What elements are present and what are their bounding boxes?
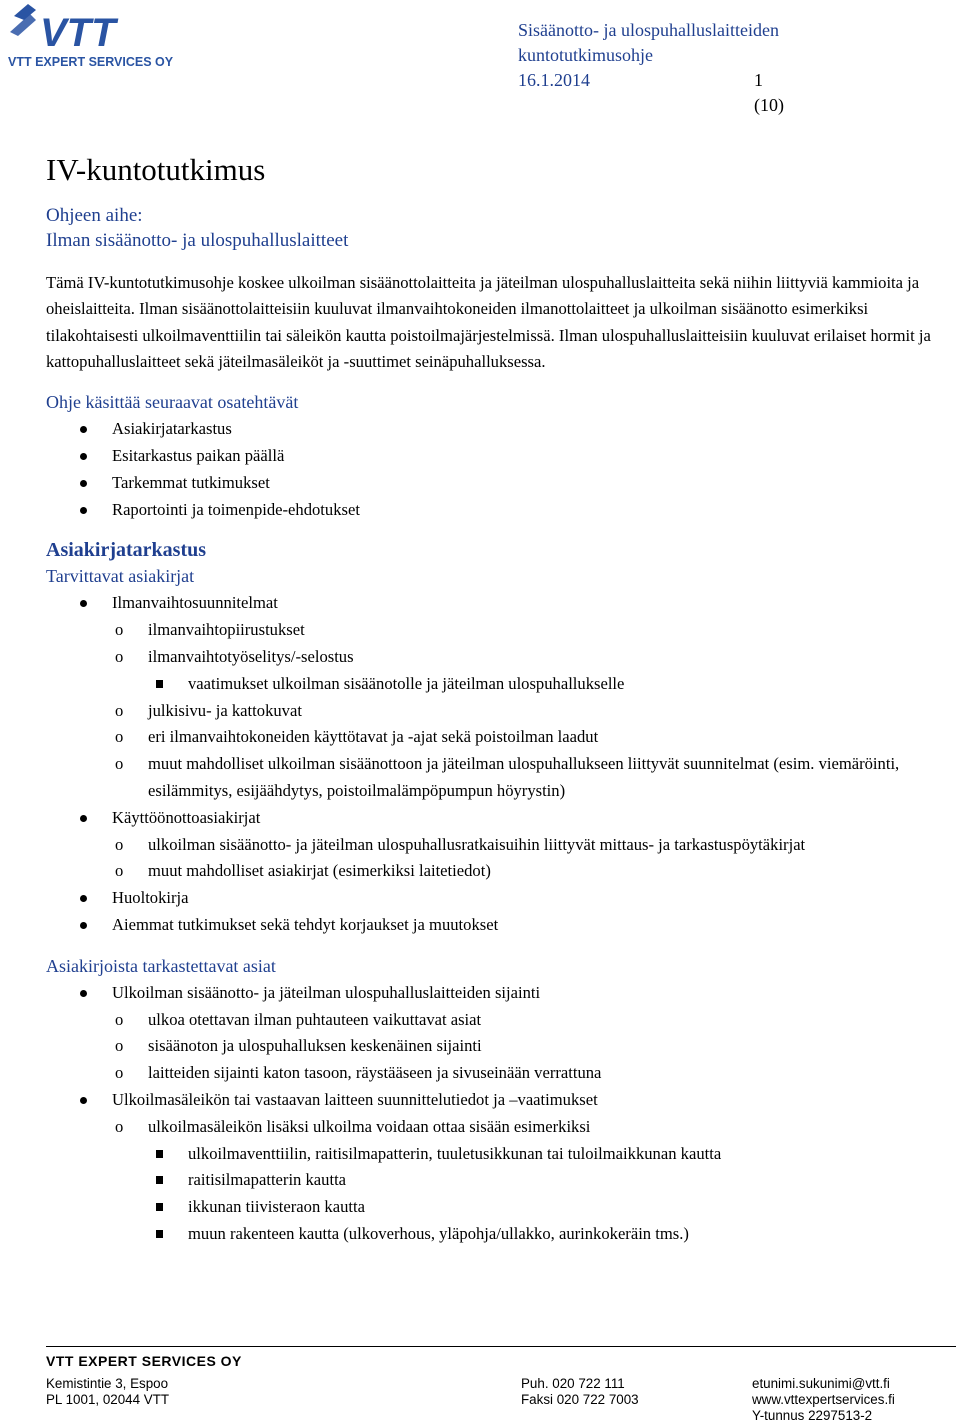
list-item-text: sisäänoton ja ulospuhalluksen keskenäinen sijainti xyxy=(148,1036,482,1056)
footer-divider xyxy=(46,1346,956,1347)
list-item xyxy=(46,1114,956,1141)
list-item xyxy=(46,443,956,470)
document-header xyxy=(518,18,784,115)
list-item xyxy=(46,1087,956,1114)
circle-bullet-icon: o xyxy=(115,1116,124,1136)
document-body xyxy=(46,148,956,1248)
list-item-text: ikkunan tiivisteraon kautta xyxy=(188,1197,365,1217)
list-item-text: muut mahdolliset asiakirjat (esimerkiksi laitetiedot) xyxy=(148,861,491,881)
header-title-line2: kuntotutkimusohje xyxy=(518,45,653,65)
circle-bullet-icon: o xyxy=(115,1009,124,1029)
bullet-icon xyxy=(80,895,87,902)
circle-bullet-icon: o xyxy=(115,646,124,666)
square-bullet-icon xyxy=(156,1203,163,1211)
header-page-number: 1 (10) xyxy=(754,70,784,115)
tasks-list xyxy=(46,416,956,523)
square-bullet-icon xyxy=(156,1230,163,1238)
list-item-text: muun rakenteen kautta (ulkoverhous, yläpohja/ullakko, aurinkokeräin tms.) xyxy=(188,1223,689,1243)
circle-bullet-icon: o xyxy=(115,861,124,881)
list-item xyxy=(46,1007,956,1034)
vtt-logo xyxy=(6,2,196,72)
circle-bullet-icon: o xyxy=(115,754,124,774)
list-item xyxy=(46,1221,956,1248)
list-item-text: eri ilmanvaihtokoneiden käyttötavat ja -ajat sekä poistoilman laadut xyxy=(148,727,599,747)
bullet-icon xyxy=(80,922,87,929)
list-item xyxy=(46,805,956,832)
list-item xyxy=(46,698,956,725)
circle-bullet-icon: o xyxy=(115,834,124,854)
list-item-text: Aiemmat tutkimukset sekä tehdyt korjaukset ja muutokset xyxy=(112,914,499,934)
topic-label: Ohjeen aihe: xyxy=(46,205,143,226)
header-title-line1: Sisäänotto- ja ulospuhalluslaitteiden xyxy=(518,20,779,40)
square-bullet-icon xyxy=(156,680,163,688)
list-item-text: Käyttöönottoasiakirjat xyxy=(112,807,261,827)
footer-email: etunimi.sukunimi@vtt.fi xyxy=(752,1376,890,1391)
circle-bullet-icon: o xyxy=(115,700,124,720)
footer-phone: Puh. 020 722 111 xyxy=(521,1376,625,1391)
list-item xyxy=(46,832,956,859)
footer-web xyxy=(752,1376,895,1424)
footer-address-line1: Kemistintie 3, Espoo xyxy=(46,1376,169,1391)
footer-fax: Faksi 020 722 7003 xyxy=(521,1392,639,1407)
list-item xyxy=(46,671,956,698)
list-item xyxy=(46,617,956,644)
circle-bullet-icon: o xyxy=(115,1063,124,1083)
bullet-icon xyxy=(80,815,87,822)
circle-bullet-icon: o xyxy=(115,727,124,747)
tasks-heading: Ohje käsittää seuraavat osatehtävät xyxy=(46,392,299,413)
list-item xyxy=(46,912,956,939)
list-item xyxy=(46,724,956,751)
list-item xyxy=(46,1060,956,1087)
list-item xyxy=(46,644,956,671)
document-footer xyxy=(46,1346,956,1423)
intro-paragraph: Tämä IV-kuntotutkimusohje koskee ulkoilman sisäänottolaitteita ja jäteilman ulospuhalluslaitteita sekä niihin liittyviä kammioita ja oheislaitteita. Ilman sisäänottolaitteisiin kuuluvat ilmanvaihtokoneiden ilmanottolaitteet ja ulkoilman sisäänotto esimerkiksi tilakohtaisesti ulkoilmaventtiilin tai säleikön kautta poistoilmajärjestelmissä. Ilman ulospuhalluslaitteisiin kuuluvat erilaiset hormit ja kattopuhalluslaitteet sekä jäteilmasäleiköt ja -suuttimet seinäpuhalluksessa. xyxy=(46,273,931,371)
list-item-text: raitisilmapatterin kautta xyxy=(188,1170,347,1190)
vtt-logo-graphic xyxy=(6,2,196,72)
list-item-text: ulkoilman sisäänotto- ja jäteilman ulospuhallusratkaisuihin liittyvät mittaus- ja tarkastuspöytäkirjat xyxy=(148,834,806,854)
footer-company: VTT EXPERT SERVICES OY xyxy=(46,1353,242,1369)
vtt-logo-brand: VTT xyxy=(40,11,116,55)
list-item xyxy=(46,497,956,524)
list-item-text: Esitarkastus paikan päällä xyxy=(112,445,285,465)
bullet-icon xyxy=(80,507,87,514)
header-date: 16.1.2014 xyxy=(518,70,590,90)
bullet-icon xyxy=(80,453,87,460)
items-to-check-list xyxy=(46,980,956,1248)
list-item-text: ulkoilmaventtiilin, raitisilmapatterin, tuuletusikkunan tai tuloilmaikkunan kautta xyxy=(188,1143,722,1163)
list-item xyxy=(46,751,956,805)
list-item xyxy=(46,1167,956,1194)
list-item-text: Raportointi ja toimenpide-ehdotukset xyxy=(112,499,360,519)
circle-bullet-icon: o xyxy=(115,620,124,640)
list-item xyxy=(46,416,956,443)
list-item-text: ulkoa otettavan ilman puhtauteen vaikuttavat asiat xyxy=(148,1009,482,1029)
list-item xyxy=(46,1033,956,1060)
footer-website: www.vttexpertservices.fi xyxy=(752,1392,895,1407)
list-item-text: ulkoilmasäleikön lisäksi ulkoilma voidaan ottaa sisään esimerkiksi xyxy=(148,1116,591,1136)
bullet-icon xyxy=(80,426,87,433)
document-title: IV-kuntotutkimus xyxy=(46,152,266,187)
footer-business-id: Y-tunnus 2297513-2 xyxy=(752,1408,873,1423)
square-bullet-icon xyxy=(156,1150,163,1158)
bullet-icon xyxy=(80,480,87,487)
bullet-icon xyxy=(80,1097,87,1104)
square-bullet-icon xyxy=(156,1176,163,1184)
list-item-text: ilmanvaihtotyöselitys/-selostus xyxy=(148,646,354,666)
list-item-text: Ilmanvaihtosuunnitelmat xyxy=(112,593,278,613)
list-item-text: muut mahdolliset ulkoilman sisäänottoon ja jäteilman ulospuhallukseen liittyvät suunnitelmat (esim. viemäröinti, esilämmitys, esijäähdytys, poistoilmalämpöpumpun höyrystin) xyxy=(148,754,900,800)
list-item-text: Tarkemmat tutkimukset xyxy=(112,472,270,492)
footer-address xyxy=(46,1376,169,1408)
section-subtitle: Asiakirjoista tarkastettavat asiat xyxy=(46,955,276,976)
topic: Ilman sisäänotto- ja ulospuhalluslaitteet xyxy=(46,230,349,251)
section-title: Asiakirjatarkastus xyxy=(46,539,207,562)
list-item xyxy=(46,470,956,497)
vtt-logo-company: VTT EXPERT SERVICES OY xyxy=(8,55,174,69)
list-item xyxy=(46,590,956,617)
list-item-text: Huoltokirja xyxy=(112,888,189,908)
required-documents-list xyxy=(46,590,956,938)
bullet-icon xyxy=(80,600,87,607)
list-item-text: vaatimukset ulkoilman sisäänotolle ja jäteilman ulospuhallukselle xyxy=(188,673,625,693)
section-subtitle: Tarvittavat asiakirjat xyxy=(46,566,195,587)
list-item-text: Ulkoilmasäleikön tai vastaavan laitteen suunnittelutiedot ja –vaatimukset xyxy=(112,1089,598,1109)
list-item-text: laitteiden sijainti katon tasoon, räystääseen ja sivuseinään verrattuna xyxy=(148,1063,602,1083)
list-item-text: Asiakirjatarkastus xyxy=(112,419,232,439)
list-item xyxy=(46,1194,956,1221)
list-item xyxy=(46,1141,956,1168)
list-item xyxy=(46,980,956,1007)
bullet-icon xyxy=(80,990,87,997)
footer-contact xyxy=(521,1376,639,1408)
list-item xyxy=(46,885,956,912)
list-item-text: Ulkoilman sisäänotto- ja jäteilman ulospuhalluslaitteiden sijainti xyxy=(112,982,541,1002)
list-item-text: julkisivu- ja kattokuvat xyxy=(148,700,302,720)
footer-address-line2: PL 1001, 02044 VTT xyxy=(46,1392,170,1407)
list-item xyxy=(46,858,956,885)
list-item-text: ilmanvaihtopiirustukset xyxy=(148,620,305,640)
circle-bullet-icon: o xyxy=(115,1036,124,1056)
